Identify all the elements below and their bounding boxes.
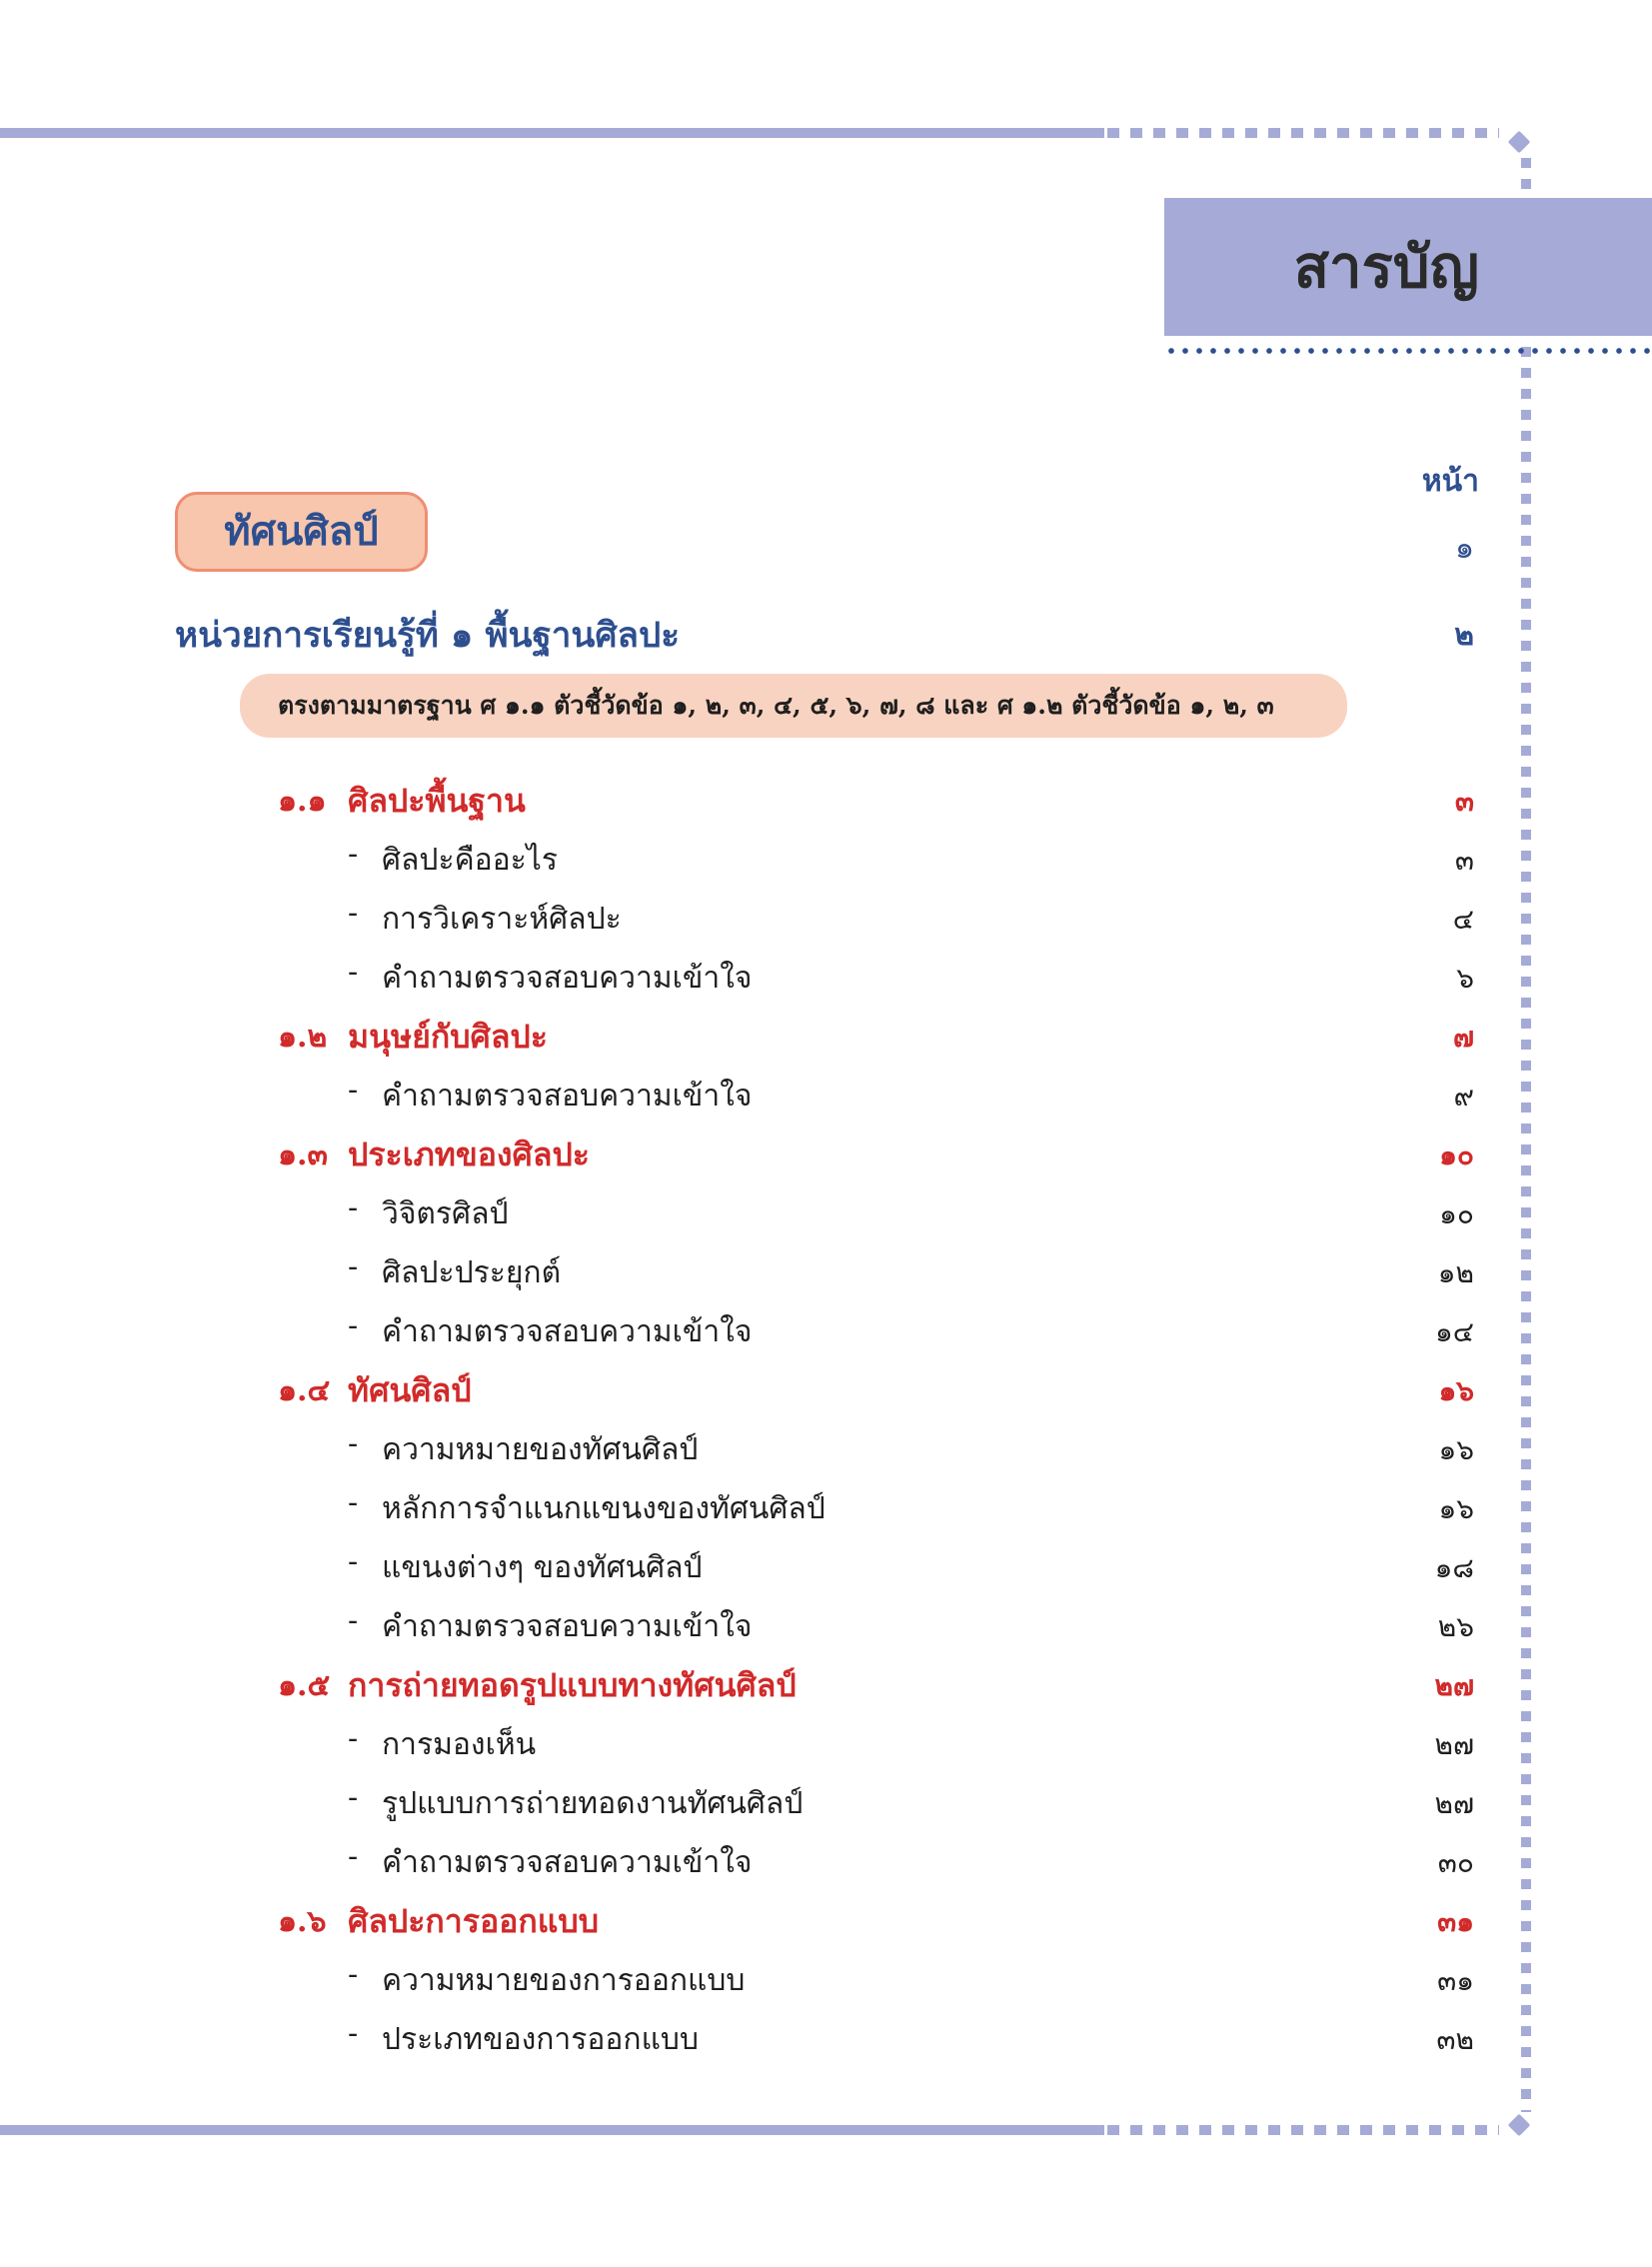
subitem-title: คำถามตรวจสอบความเข้าใจ	[382, 1314, 753, 1349]
subitem-title: ความหมายของการออกแบบ	[382, 1963, 746, 1998]
page-number: ๒๗	[1434, 1728, 1474, 1761]
bullet-dash: -	[348, 2016, 359, 2051]
subitem-title: คำถามตรวจสอบความเข้าใจ	[382, 1845, 753, 1880]
toc-subitem-row	[0, 890, 1652, 949]
page-number: ๑๘	[1434, 1551, 1474, 1584]
page-number: ๓๑	[1437, 1964, 1474, 1997]
bullet-dash: -	[348, 1957, 359, 1992]
toc-subitem-row	[0, 949, 1652, 1008]
toc-section-row	[0, 772, 1652, 831]
page-number: ๖	[1456, 962, 1474, 995]
toc-subitem-row	[0, 1951, 1652, 2010]
frame-dashes-top	[1107, 128, 1499, 138]
bullet-dash: -	[348, 1190, 359, 1225]
toc-section-row	[0, 1126, 1652, 1184]
subitem-title: แขนงต่างๆ ของทัศนศิลป์	[382, 1550, 703, 1585]
bullet-dash: -	[348, 1839, 359, 1874]
part-page: ๑	[1454, 531, 1474, 566]
bullet-dash: -	[348, 1073, 359, 1108]
bullet-dash: -	[348, 1426, 359, 1461]
subitem-title: หลักการจำแนกแขนงของทัศนศิลป์	[382, 1491, 826, 1526]
page-number: ๙	[1453, 1080, 1474, 1113]
page-number: ๓๑	[1437, 1905, 1474, 1938]
section-number: ๑.๓	[278, 1137, 328, 1172]
subitem-title: ประเภทของการออกแบบ	[382, 2022, 699, 2057]
frame-corner-top	[1508, 131, 1531, 154]
toc-subitem-row	[0, 1479, 1652, 1538]
subitem-title: ความหมายของทัศนศิลป์	[382, 1432, 699, 1467]
page-number: ๔	[1452, 903, 1474, 936]
bullet-dash: -	[348, 896, 359, 931]
section-title: มนุษย์กับศิลปะ	[348, 1018, 548, 1056]
frame-corner-bottom	[1508, 2114, 1531, 2137]
standards-banner: ตรงตามมาตรฐาน ศ ๑.๑ ตัวชี้วัดข้อ ๑, ๒, ๓, ๔, ๕, ๖, ๗, ๘ และ ศ ๑.๒ ตัวชี้วัดข้อ ๑, ๒, ๓	[240, 674, 1347, 738]
section-number: ๑.๖	[278, 1904, 327, 1939]
bullet-dash: -	[348, 955, 359, 990]
toc-section-row	[0, 1656, 1652, 1715]
toc-subitem-row	[0, 1302, 1652, 1361]
section-title: การถ่ายทอดรูปแบบทางทัศนศิลป์	[348, 1666, 797, 1704]
bullet-dash: -	[348, 837, 359, 872]
page-number: ๑๖	[1438, 1374, 1474, 1407]
subitem-title: การมองเห็น	[382, 1727, 537, 1762]
subitem-title: วิจิตรศิลป์	[382, 1196, 509, 1231]
toc-subitem-row	[0, 831, 1652, 890]
toc-subitem-row	[0, 1715, 1652, 1774]
section-number: ๑.๔	[278, 1373, 331, 1408]
page-column-header: หน้า	[1421, 464, 1479, 499]
toc-subitem-row	[0, 1420, 1652, 1479]
section-title: ศิลปะการออกแบบ	[348, 1902, 600, 1940]
subitem-title: การวิเคราะห์ศิลปะ	[382, 902, 622, 937]
bullet-dash: -	[348, 1308, 359, 1343]
bullet-dash: -	[348, 1721, 359, 1756]
toc-subitem-row	[0, 1538, 1652, 1597]
subitem-title: คำถามตรวจสอบความเข้าใจ	[382, 961, 753, 996]
toc-section-row	[0, 1008, 1652, 1067]
toc-subitem-row	[0, 1833, 1652, 1892]
bullet-dash: -	[348, 1249, 359, 1284]
bullet-dash: -	[348, 1544, 359, 1579]
subitem-title: คำถามตรวจสอบความเข้าใจ	[382, 1079, 753, 1114]
toc-subitem-row	[0, 1067, 1652, 1126]
page-number: ๒๖	[1437, 1610, 1474, 1643]
unit-title: หน่วยการเรียนรู้ที่ ๑ พื้นฐานศิลปะ	[175, 615, 681, 656]
page-number: ๑๐	[1439, 1197, 1474, 1230]
page-number: ๑๖	[1438, 1433, 1474, 1466]
frame-line-top	[0, 128, 1104, 138]
page-number: ๑๔	[1435, 1315, 1474, 1348]
bullet-dash: -	[348, 1485, 359, 1520]
toc-subitem-row	[0, 1774, 1652, 1833]
page-number: ๒๗	[1434, 1787, 1474, 1820]
frame-line-bottom	[0, 2125, 1104, 2135]
page-number: ๓	[1454, 785, 1474, 818]
page-number: ๓๒	[1436, 2023, 1474, 2056]
page-number: ๑๒	[1437, 1256, 1474, 1289]
subitem-title: คำถามตรวจสอบความเข้าใจ	[382, 1609, 753, 1644]
section-title: ศิลปะพื้นฐาน	[348, 782, 526, 820]
page-number: ๓๐	[1437, 1846, 1474, 1879]
section-title: ทัศนศิลป์	[348, 1371, 472, 1409]
page-number: ๒๗	[1434, 1669, 1474, 1702]
page-number: ๑๖	[1438, 1492, 1474, 1525]
bullet-dash: -	[348, 1603, 359, 1638]
section-number: ๑.๑	[278, 784, 327, 819]
subitem-title: รูปแบบการถ่ายทอดงานทัศนศิลป์	[382, 1786, 804, 1821]
toc-subitem-row	[0, 2010, 1652, 2069]
section-number: ๑.๕	[278, 1668, 331, 1703]
title-dotted-underline	[1164, 348, 1652, 354]
part-label: ทัศนศิลป์	[175, 492, 428, 572]
unit-page: ๒	[1454, 618, 1474, 653]
page-number: ๓	[1454, 844, 1474, 877]
page-title: สารบัญ	[1293, 233, 1479, 301]
toc-section-row	[0, 1892, 1652, 1951]
toc-section-row	[0, 1361, 1652, 1420]
toc-subitem-row	[0, 1597, 1652, 1656]
toc-list	[0, 772, 1652, 2069]
bullet-dash: -	[348, 1780, 359, 1815]
toc-subitem-row	[0, 1243, 1652, 1302]
toc-subitem-row	[0, 1184, 1652, 1243]
frame-dashes-bottom	[1107, 2125, 1499, 2135]
subitem-title: ศิลปะประยุกต์	[382, 1255, 562, 1290]
section-title: ประเภทของศิลปะ	[348, 1135, 590, 1173]
subitem-title: ศิลปะคืออะไร	[382, 843, 559, 878]
page-number: ๑๐	[1439, 1138, 1474, 1171]
page-number: ๗	[1452, 1021, 1474, 1054]
section-number: ๑.๒	[278, 1020, 328, 1055]
